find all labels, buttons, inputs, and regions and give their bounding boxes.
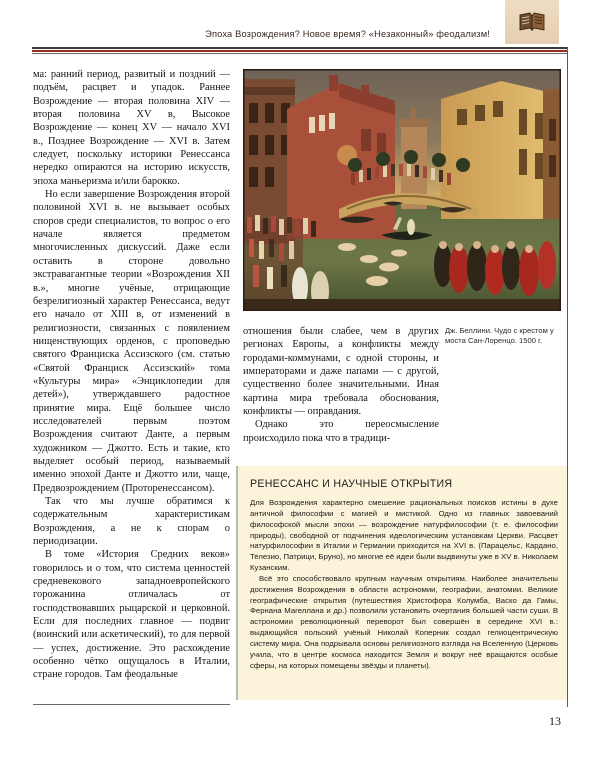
running-head-title: Эпоха Возрождения? Новое время? «Незаконный» феодализм! [205, 29, 490, 39]
paragraph: Однако это переосмысление происходило пока что в традици- [243, 419, 439, 444]
body-text-right-column [243, 325, 439, 445]
sidebar-box-title: РЕНЕССАНС И НАУЧНЫЕ ОТКРЫТИЯ [250, 478, 453, 490]
sidebar-callout-box [236, 466, 567, 700]
page-number: 13 [549, 714, 561, 728]
paragraph: Так что мы лучше обратимся к содержательным характеристикам Возрождения, а не к спорам о периодизации. [33, 496, 230, 548]
paragraph: отношения были слабее, чем в других регионах Европы, а конфликты между городами-коммунами, с одной стороны, и императорами и даже папами — с другой, существенно более значительными. Иная картина мира требовала обоснования, конфликты — оправдания. [243, 326, 439, 418]
figure-caption: Дж. Беллини. Чудо с крестом у моста Сан-Лоренцо. 1500 г. [445, 326, 554, 346]
right-margin-rule [567, 47, 568, 707]
paragraph: Всё это способствовало крупным научным открытиям. Наиболее значительны достижения Возрождения в области астрономии, географии, анатомии. Великие географические открытия (путешествия Христофора Колумба, Васко да Гамы, Фернана Магеллана и др.) позволили установить очертания большей части суши. В астрономии революционный переворот был совершён в середине XVI в.: выдающийся польский учёный Николай Коперник создал гелиоцентрическую систему мира. Она подрывала основы религиозного взгляда на Вселенную (Церковь учила, что в центре космоса находится Земля и вокруг неё вращаются особые сферы, на которых помещены звёзды и планеты). [250, 573, 558, 670]
sidebar-box-body [250, 498, 558, 672]
paragraph: Но если завершение Возрождения второй половиной XVI в. не вызывает особых споров среди специалистов, то вопрос о его начале является предметом многочисленных дискуссий. Даже если оставить в стороне довольно экстравагантные теории «Возрождения XII в.», многие учёные, отрицающие безрелигиозный характер Ренессанса, ведут его начало от XIII в, от изменений в религиозности, связанных с появлением нищенствующих орденов, с проповедью святого Франциска Ассизского (см. статью «Святой Франциск Ассизский» тома «Культуры мира» «Энциклопедии для детей»), утверждавшего радостное принятие мира. Ещё большее число исследователей первым поэтом Возрождения считают Данте, а первым художником — Джотто. Есть и такие, кто выделяет особый период, называемый именно эпохой Данте и Джотто или, чаще, Предвозрождением (Проторенессансом). [33, 189, 230, 494]
figure-painting [243, 69, 561, 311]
body-text-left-column [33, 68, 230, 682]
header-rule-accent [32, 50, 568, 51]
paragraph: Для Возрождения характерно смешение рациональных поисков истины в духе античной философии с магией и мистикой. Одно из главных завоеваний философской мысли эпохи — возрождение натурфилософии (т. е. философии природы), свободной от подчинения идеологическим установкам Церкви. Расцвет натурфилософии в Италии и Германии приходится на XVI в. (Парацельс, Кардано, Телезио, Патрици, Бруно), но многие её идеи были выдвинуты уже в XV в. Николаем Кузанским. [250, 498, 558, 573]
left-column-bottom-rule [33, 704, 230, 705]
header-rule-hairline [32, 53, 568, 54]
page-header [0, 0, 600, 52]
paragraph: В томе «История Средних веков» говорилось и о том, что система ценностей средневекового западноевропейского горожанина отличалась от господствовавших рыцарской и церковной. Если для последних главное — подвиг (воинский или аскетический), то для первой — успех, достижение. Это расхождение особенно чётко ощущалось в Италии, стране городов. Там феодальные [33, 549, 230, 681]
header-rule-primary [32, 47, 568, 49]
paragraph: ма: ранний период, развитый и поздний — подъём, расцвет и упадок. Раннее Возрождение — вторая половина XIV — вторая половина XV в, Высокое Возрождение — конец XV — начало XVI в., Позднее Возрождение — XVI в. Затем следует, поскольку историки Ренессанса нередко опираются на историю искусств, эпоха маньеризма и/или барокко. [33, 69, 230, 187]
open-book-icon [505, 0, 559, 44]
